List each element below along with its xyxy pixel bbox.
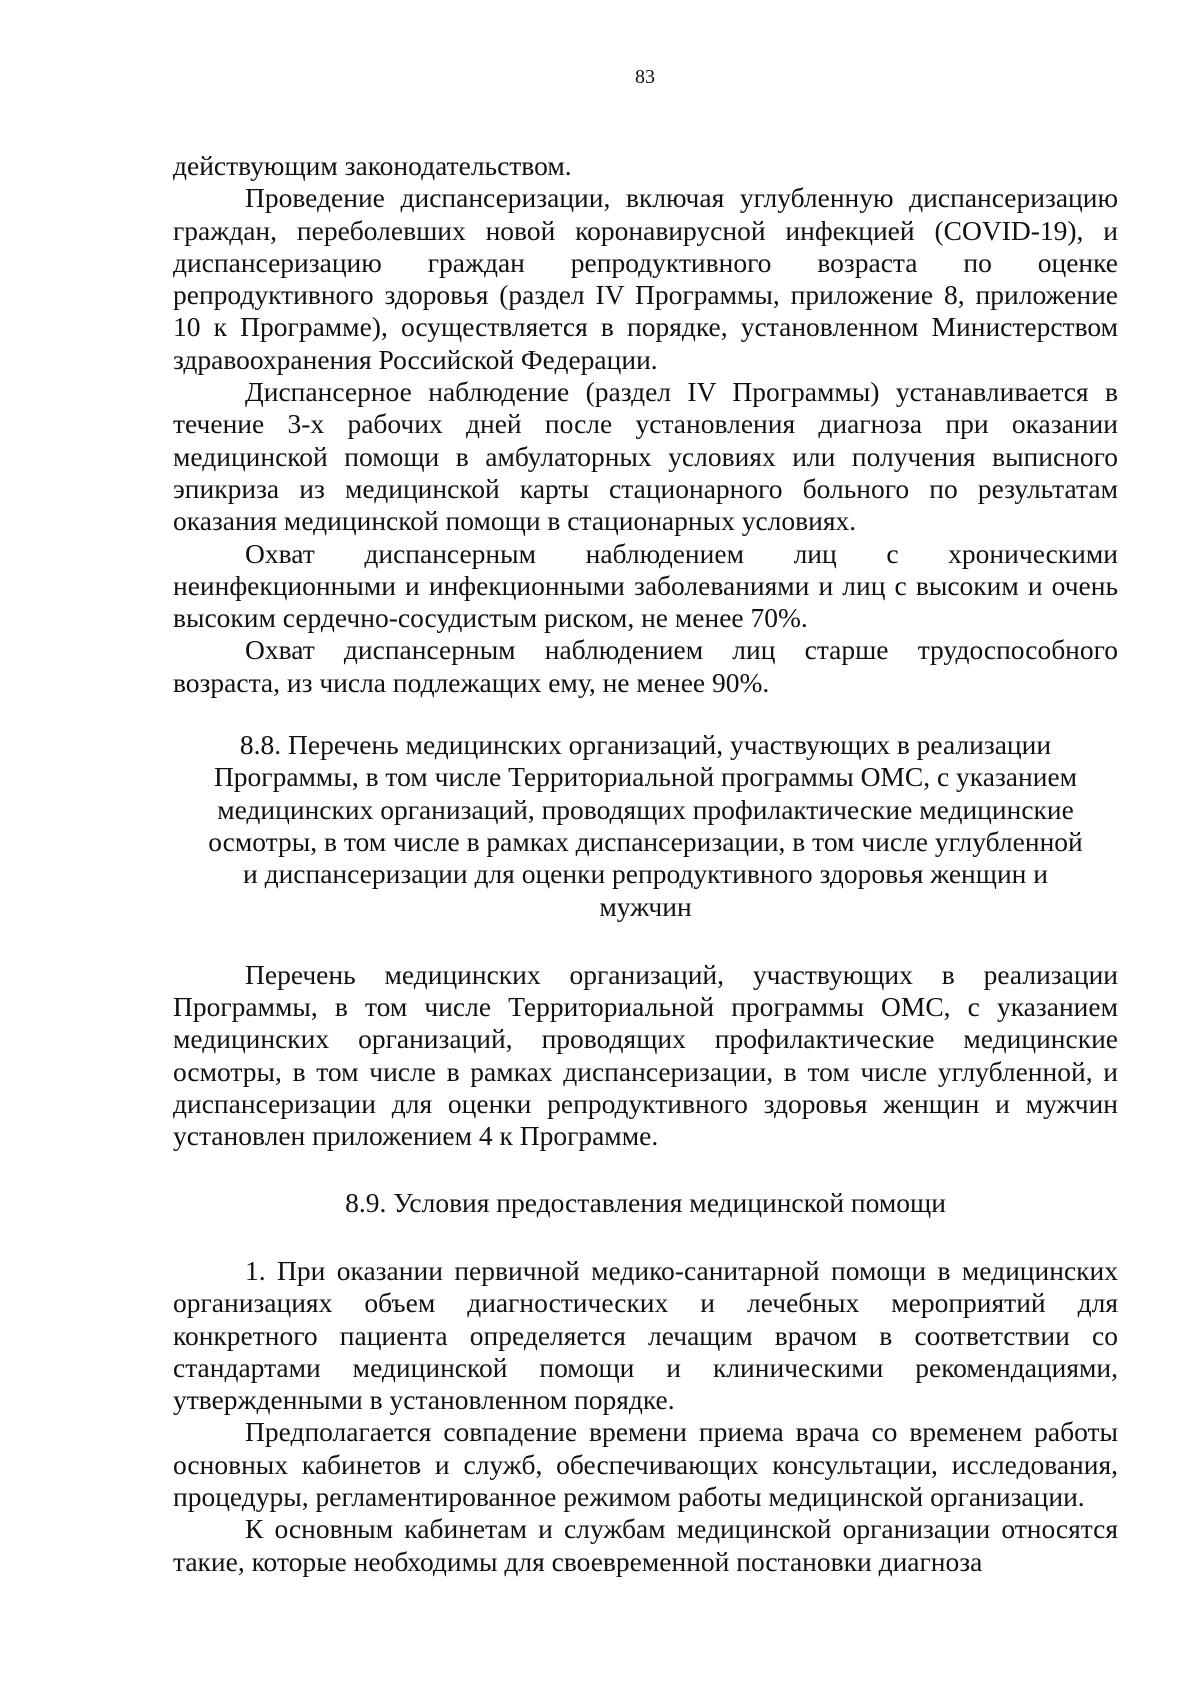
- section-8-9-paragraph-2: Предполагается совпадение времени приема врача со временем работы основных кабинетов и служб, обеспечивающих консультации, исследования, процедуры, регламентированное режимом работы медицинской организации.: [173, 1416, 1118, 1512]
- paragraph-dispanserization: Проведение диспансеризации, включая углубленную диспансеризацию граждан, переболевших новой коронавирусной инфекцией (COVID-19), и диспансеризацию граждан репродуктивного возраста по оценке репродуктивного здоровья (раздел IV Программы, приложение 8, приложение 10 к Программе), осуществляется в порядке, установленном Министерством здравоохранения Российской Федерации.: [173, 182, 1118, 375]
- section-8-8-heading: [173, 729, 1118, 923]
- heading-line: 8.8. Перечень медицинских организаций, участвующих в реализации: [239, 729, 1052, 761]
- paragraph-coverage-70: Охват диспансерным наблюдением лиц с хроническими неинфекционными и инфекционными заболеваниями и лиц с высоким и очень высоким сердечно-сосудистым риском, не менее 70%.: [173, 537, 1118, 634]
- heading-line: медицинских организаций, проводящих профилактические медицинские: [217, 793, 1074, 825]
- paragraph-continuation: действующим законодательством.: [173, 150, 572, 181]
- paragraph-dispensary-observation: Диспансерное наблюдение (раздел IV Программы) устанавливается в течение 3-х рабочих дней после установления диагноза при оказании медицинской помощи в амбулаторных условиях или получения выписного эпикриза из медицинской карты стационарного больного по результатам оказания медицинской помощи в стационарных условиях.: [173, 376, 1118, 537]
- section-8-9-paragraph-3: К основным кабинетам и службам медицинской организации относятся такие, которые необходимы для своевременной постановки диагноза: [173, 1513, 1118, 1577]
- page-number: 83: [635, 66, 655, 88]
- heading-line: Программы, в том числе Территориальной программы ОМС, с указанием: [213, 761, 1078, 793]
- document-body: [173, 150, 1118, 1578]
- section-8-9-heading: 8.9. Условия предоставления медицинской помощи: [345, 1186, 946, 1218]
- section-8-9-paragraph-1: 1. При оказании первичной медико-санитарной помощи в медицинских организациях объем диагностических и лечебных мероприятий для конкретного пациента определяется лечащим врачом в соответствии со стандартами медицинской помощи и клиническими рекомендациями, утвержденными в установленном порядке.: [173, 1254, 1118, 1416]
- section-8-8-body: Перечень медицинских организаций, участвующих в реализации Программы, в том числе Территориальной программы ОМС, с указанием медицинских организаций, проводящих профилактические медицинские осмотры, в том числе в рамках диспансеризации, в том числе углубленной, и диспансеризации для оценки репродуктивного здоровья женщин и мужчин установлен приложением 4 к Программе.: [173, 958, 1118, 1152]
- paragraph-coverage-90: Охват диспансерным наблюдением лиц старше трудоспособного возраста, из числа подлежащих ему, не менее 90%.: [173, 634, 1118, 698]
- heading-line: и диспансеризации для оценки репродуктивного здоровья женщин и: [243, 858, 1048, 890]
- heading-line: осмотры, в том числе в рамках диспансеризации, в том числе углубленной: [208, 825, 1083, 857]
- heading-line: мужчин: [599, 890, 692, 922]
